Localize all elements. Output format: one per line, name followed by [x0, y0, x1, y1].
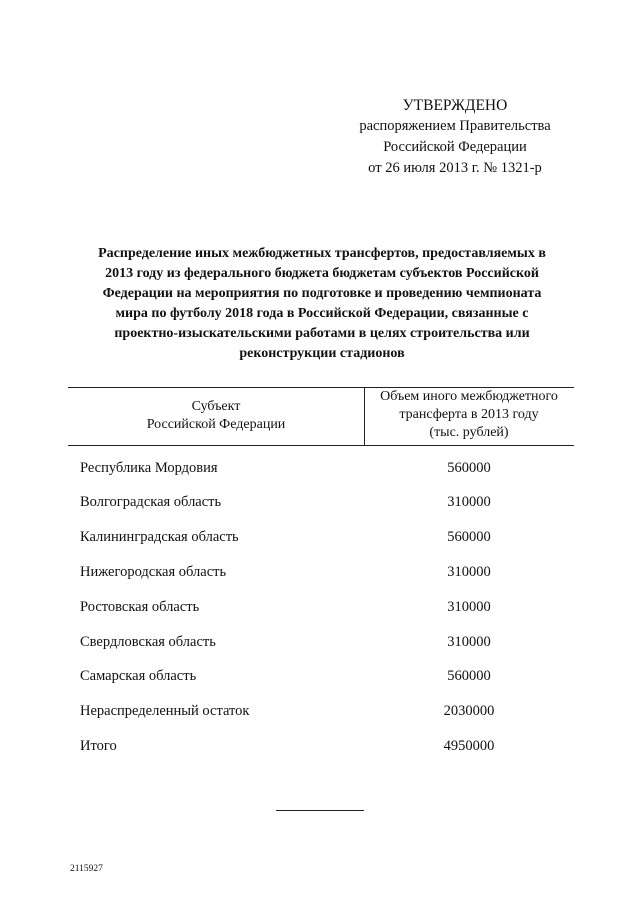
table-row: [80, 701, 574, 721]
row-amount: 560000: [447, 668, 491, 684]
table-header-amount: [364, 388, 574, 442]
row-amount: 310000: [447, 494, 491, 510]
row-amount: 560000: [447, 460, 491, 476]
header-amount-line: Объем иного межбюджетного: [380, 389, 558, 404]
header-amount-line: (тыс. рублей): [429, 425, 509, 440]
table-row: [80, 666, 574, 686]
row-subject: Нераспределенный остаток: [80, 703, 250, 719]
row-subject: Итого: [80, 738, 117, 754]
table-row: [80, 632, 574, 652]
row-amount: 560000: [447, 529, 491, 545]
row-amount: 310000: [447, 564, 491, 580]
table-row: [80, 527, 574, 547]
row-amount: 310000: [447, 599, 491, 615]
table-row: [80, 562, 574, 582]
table-header-subject: [68, 398, 364, 434]
table-row: [80, 458, 574, 478]
table-row: [80, 597, 574, 617]
header-subject-line: Российской Федерации: [146, 417, 286, 432]
title-line: Распределение иных межбюджетных трансфертов, предоставляемых в: [98, 246, 546, 261]
approval-line: Российской Федерации: [383, 139, 527, 155]
title-line: мира по футболу 2018 года в Российской Федерации, связанные с: [115, 306, 529, 321]
row-amount: 2030000: [443, 703, 495, 719]
title-line: реконструкции стадионов: [239, 346, 405, 361]
document-title: [62, 244, 582, 364]
title-line: Федерации на мероприятия по подготовке и проведению чемпионата: [102, 286, 542, 301]
table-header-rule: [68, 445, 574, 446]
row-subject: Нижегородская область: [80, 564, 227, 580]
row-subject: Республика Мордовия: [80, 460, 218, 476]
title-line: 2013 году из федерального бюджета бюджетам субъектов Российской: [105, 266, 539, 281]
row-subject: Свердловская область: [80, 634, 216, 650]
document-number: 2115927: [70, 864, 103, 874]
approval-block: [330, 95, 580, 179]
row-amount: 4950000: [443, 738, 495, 754]
header-amount-line: трансферта в 2013 году: [399, 407, 539, 422]
row-subject: Самарская область: [80, 668, 197, 684]
approval-heading: УТВЕРЖДЕНО: [402, 97, 508, 114]
header-subject-line: Субъект: [191, 399, 241, 414]
end-of-document-line: [276, 810, 364, 811]
row-subject: Калининградская область: [80, 529, 239, 545]
row-amount: 310000: [447, 634, 491, 650]
title-line: проектно-изыскательскими работами в целях строительства или: [114, 326, 530, 341]
table-total-row: [80, 736, 574, 756]
row-subject: Волгоградская область: [80, 494, 222, 510]
approval-date-line: от 26 июля 2013 г. № 1321-р: [368, 160, 542, 176]
row-subject: Ростовская область: [80, 599, 200, 615]
table-row: [80, 492, 574, 512]
approval-line: распоряжением Правительства: [359, 118, 551, 134]
